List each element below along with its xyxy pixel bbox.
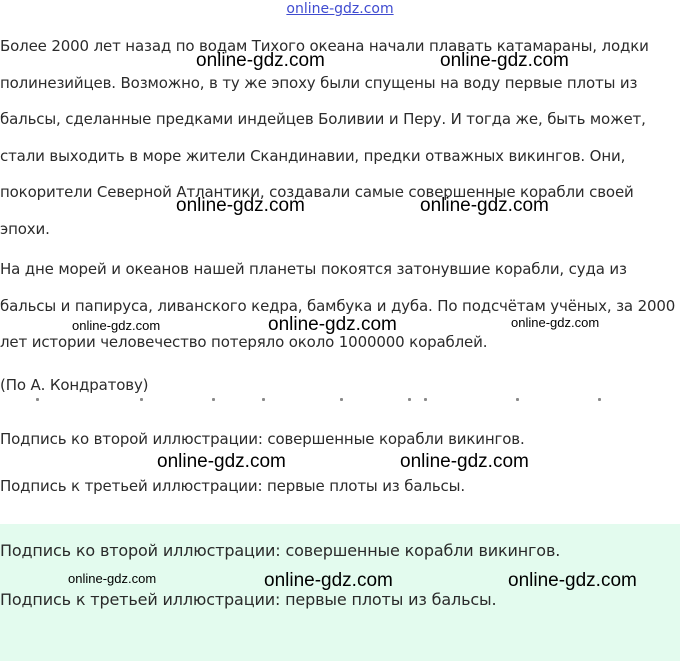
- paragraph-1: Более 2000 лет назад по водам Тихого океана начали плавать катамараны, лодки полинезийцев. Возможно, в ту же эпоху были спущены на воду первые плоты из бальсы, сделанные предками индейцев Боливии и Перу. И тогда же, быть может, стали выходить в море жители Скандинавии, предки отважных викингов. Они, покорители Северной Атлантики, создавали самые совершенные корабли своей эпохи.: [0, 37, 649, 238]
- site-link[interactable]: online-gdz.com: [286, 1, 394, 17]
- watermark: online-gdz.com: [196, 50, 325, 71]
- watermark: online-gdz.com: [72, 318, 161, 333]
- answer-box: [0, 524, 680, 661]
- watermark: online-gdz.com: [68, 571, 157, 586]
- answer-caption-second: Подпись ко второй иллюстрации: совершенные корабли викингов.: [0, 541, 561, 560]
- watermark: online-gdz.com: [440, 50, 569, 71]
- caption-third-illustration: Подпись к третьей иллюстрации: первые плоты из бальсы.: [0, 477, 465, 495]
- caption-second-illustration: Подпись ко второй иллюстрации: совершенные корабли викингов.: [0, 430, 525, 448]
- answer-caption-third: Подпись к третьей иллюстрации: первые плоты из бальсы.: [0, 590, 497, 609]
- watermark: online-gdz.com: [264, 570, 393, 591]
- watermark: online-gdz.com: [400, 451, 529, 472]
- watermark: online-gdz.com: [420, 195, 549, 216]
- watermark: online-gdz.com: [176, 195, 305, 216]
- source-attribution: (По А. Кондратову): [0, 376, 149, 394]
- watermark: online-gdz.com: [508, 570, 637, 591]
- watermark: online-gdz.com: [268, 314, 397, 335]
- watermark: online-gdz.com: [157, 451, 286, 472]
- clipped-text-line: [0, 396, 610, 403]
- watermark: online-gdz.com: [511, 315, 600, 330]
- paragraph-2: На дне морей и океанов нашей планеты покоятся затонувшие корабли, суда из бальсы и папируса, ливанского кедра, бамбука и дуба. По подсчётам учёных, за 2000 лет истории человечество потеряло около 1000000 кораблей.: [0, 260, 676, 351]
